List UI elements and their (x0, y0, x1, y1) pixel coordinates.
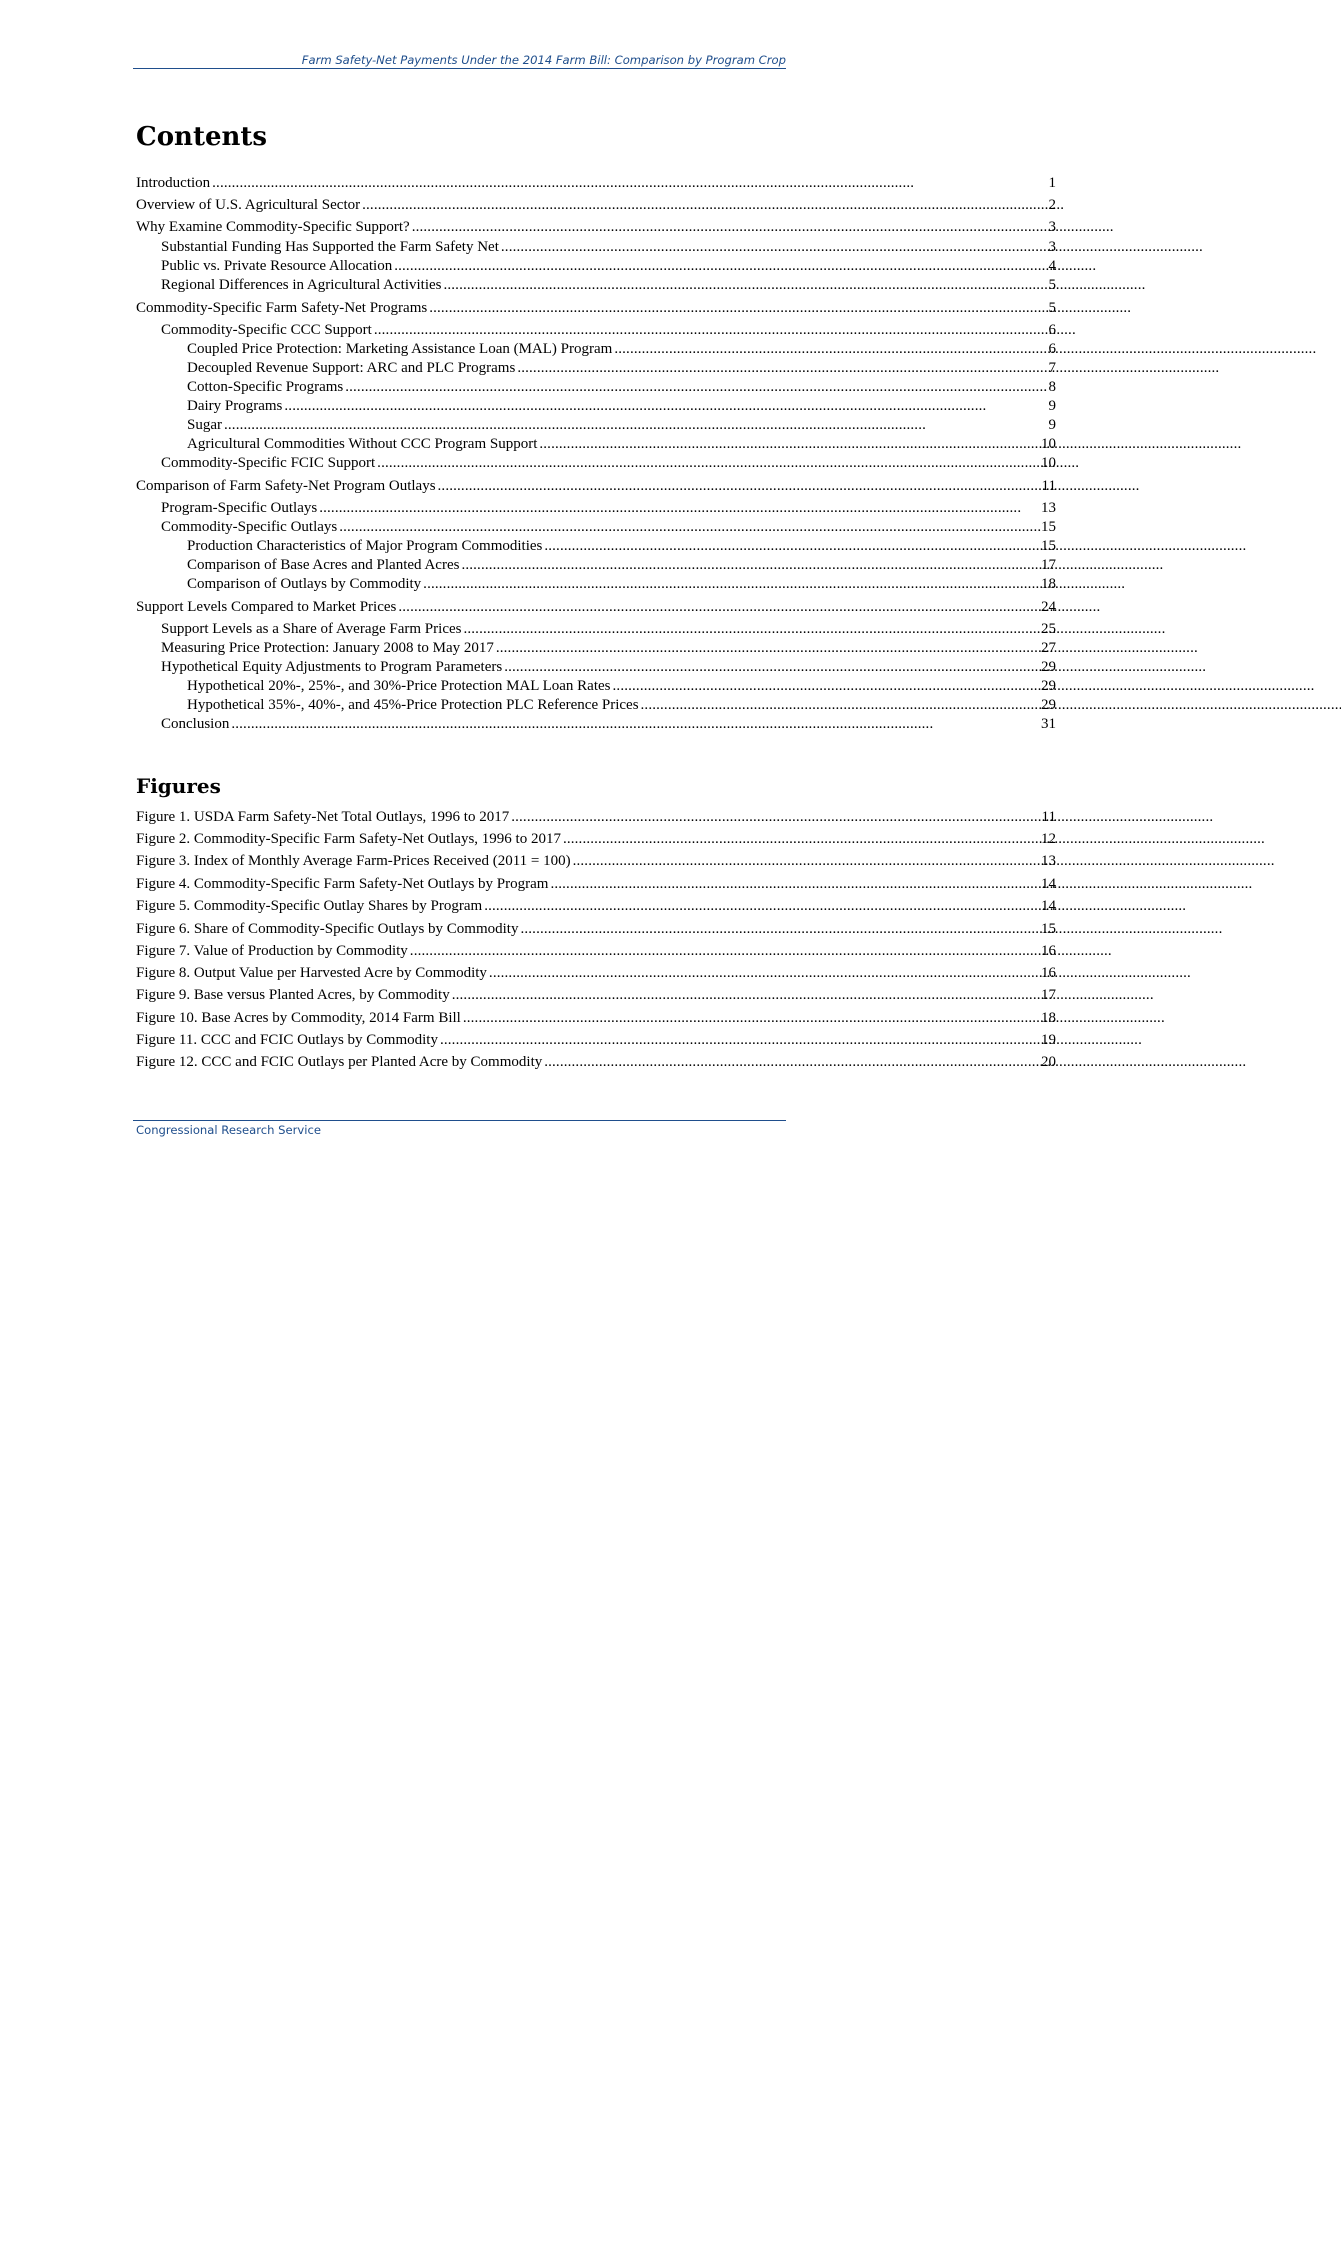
contents-entry-label: Cotton-Specific Programs (187, 379, 344, 395)
contents-entry-page: 29 (1041, 678, 1056, 694)
contents-entry-label: Measuring Price Protection: January 2008 to May 2017 (161, 640, 494, 656)
figures-entry-page: 14 (1041, 876, 1056, 892)
contents-entry-page: 18 (1041, 576, 1056, 592)
contents-entry-page: 8 (1048, 379, 1056, 395)
contents-entry-label: Support Levels as a Share of Average Farm Prices (161, 621, 462, 637)
contents-entry-label: Sugar (187, 417, 222, 433)
contents-heading: Contents (136, 122, 268, 152)
contents-entry-label: Regional Differences in Agricultural Activities (161, 277, 442, 293)
contents-entry-label: Hypothetical 35%-, 40%-, and 45%-Price Protection PLC Reference Prices (187, 697, 639, 713)
contents-entry-page: 25 (1041, 621, 1056, 637)
figures-entry-page: 14 (1041, 898, 1056, 914)
figures-entry-page: 13 (1041, 853, 1056, 869)
contents-entry-page: 17 (1041, 557, 1056, 573)
contents-entry-label: Comparison of Base Acres and Planted Acres (187, 557, 460, 573)
figures-entry-label: Figure 10. Base Acres by Commodity, 2014 Farm Bill (136, 1010, 461, 1026)
contents-entry-page: 27 (1041, 640, 1056, 656)
contents-entry[interactable] (136, 715, 1056, 734)
contents-entry-label: Program-Specific Outlays (161, 500, 318, 516)
figures-entry-label: Figure 12. CCC and FCIC Outlays per Planted Acre by Commodity (136, 1054, 543, 1070)
contents-entry-label: Why Examine Commodity-Specific Support? (136, 219, 410, 235)
contents-entry-label: Introduction (136, 175, 211, 191)
contents-entry-page: 15 (1041, 519, 1056, 535)
figures-entry-label: Figure 2. Commodity-Specific Farm Safety-Net Outlays, 1996 to 2017 (136, 831, 561, 847)
contents-entry[interactable] (136, 257, 1056, 276)
contents-entry[interactable] (136, 598, 1056, 617)
contents-entry[interactable] (136, 416, 1056, 435)
contents-entry-page: 6 (1048, 341, 1056, 357)
figures-entry[interactable] (136, 1031, 1056, 1050)
figures-entry[interactable] (136, 942, 1056, 961)
contents-entry[interactable] (136, 477, 1056, 496)
contents-entry-label: Conclusion (161, 716, 230, 732)
figures-entry[interactable] (136, 1053, 1056, 1072)
figures-entry-page: 16 (1041, 965, 1056, 981)
contents-entry[interactable] (136, 321, 1056, 340)
footer-rule (133, 1120, 786, 1121)
contents-entry-page: 10 (1041, 436, 1056, 452)
figures-entry[interactable] (136, 875, 1056, 894)
contents-entry-label: Agricultural Commodities Without CCC Program Support (187, 436, 538, 452)
figures-entry-label: Figure 7. Value of Production by Commodity (136, 943, 408, 959)
contents-entry[interactable] (136, 639, 1056, 658)
contents-entry-page: 6 (1048, 322, 1056, 338)
contents-list (136, 174, 1056, 744)
contents-entry[interactable] (136, 397, 1056, 416)
contents-entry-label: Commodity-Specific Farm Safety-Net Programs (136, 300, 428, 316)
contents-entry-page: 10 (1041, 455, 1056, 471)
contents-entry[interactable] (136, 677, 1056, 696)
contents-entry-page: 11 (1041, 478, 1056, 494)
contents-entry-label: Coupled Price Protection: Marketing Assistance Loan (MAL) Program (187, 341, 613, 357)
contents-entry-label: Hypothetical Equity Adjustments to Program Parameters (161, 659, 503, 675)
figures-entry-label: Figure 1. USDA Farm Safety-Net Total Outlays, 1996 to 2017 (136, 809, 510, 825)
contents-entry-page: 5 (1048, 277, 1056, 293)
contents-entry[interactable] (136, 435, 1056, 454)
contents-entry-page: 31 (1041, 716, 1056, 732)
contents-entry-label: Hypothetical 20%-, 25%-, and 30%-Price Protection MAL Loan Rates (187, 678, 611, 694)
figures-entry[interactable] (136, 897, 1056, 916)
contents-entry-page: 9 (1048, 398, 1056, 414)
contents-entry-label: Commodity-Specific CCC Support (161, 322, 372, 338)
contents-entry[interactable] (136, 174, 1056, 193)
contents-entry[interactable] (136, 340, 1056, 359)
figures-entry-label: Figure 11. CCC and FCIC Outlays by Commodity (136, 1032, 438, 1048)
contents-entry-label: Support Levels Compared to Market Prices (136, 599, 397, 615)
contents-entry-page: 5 (1048, 300, 1056, 316)
figures-entry-page: 12 (1041, 831, 1056, 847)
figures-entry-page: 15 (1041, 921, 1056, 937)
contents-entry-label: Decoupled Revenue Support: ARC and PLC Programs (187, 360, 516, 376)
document-page (0, 0, 1056, 1191)
figures-entry-page: 20 (1041, 1054, 1056, 1070)
contents-entry[interactable] (136, 499, 1056, 518)
contents-entry-label: Comparison of Outlays by Commodity (187, 576, 422, 592)
contents-entry[interactable] (136, 658, 1056, 677)
figures-entry-page: 19 (1041, 1032, 1056, 1048)
figures-entry[interactable] (136, 986, 1056, 1005)
header-rule (133, 68, 786, 69)
footer-publisher: Congressional Research Service (136, 1123, 322, 1137)
contents-entry-page: 3 (1048, 219, 1056, 235)
contents-entry[interactable] (136, 218, 1056, 237)
contents-entry-page: 29 (1041, 659, 1056, 675)
figures-list (136, 808, 1056, 1078)
contents-entry[interactable] (136, 196, 1056, 215)
figures-entry-label: Figure 3. Index of Monthly Average Farm-Prices Received (2011 = 100) (136, 853, 571, 869)
figures-entry-label: Figure 6. Share of Commodity-Specific Outlays by Commodity (136, 921, 519, 937)
figures-entry[interactable] (136, 1009, 1056, 1028)
contents-entry[interactable] (136, 537, 1056, 556)
figures-entry[interactable] (136, 808, 1056, 827)
figures-entry-label: Figure 4. Commodity-Specific Farm Safety-Net Outlays by Program (136, 876, 549, 892)
contents-entry[interactable] (136, 238, 1056, 257)
contents-entry[interactable] (136, 359, 1056, 378)
figures-entry-label: Figure 9. Base versus Planted Acres, by Commodity (136, 987, 450, 1003)
contents-entry-page: 15 (1041, 538, 1056, 554)
figures-entry-label: Figure 8. Output Value per Harvested Acre by Commodity (136, 965, 487, 981)
contents-entry[interactable] (136, 518, 1056, 537)
contents-entry-label: Overview of U.S. Agricultural Sector (136, 197, 361, 213)
contents-entry-label: Dairy Programs (187, 398, 283, 414)
contents-entry-label: Commodity-Specific FCIC Support (161, 455, 376, 471)
figures-entry[interactable] (136, 964, 1056, 983)
contents-entry-label: Production Characteristics of Major Program Commodities (187, 538, 543, 554)
contents-entry-page: 9 (1048, 417, 1056, 433)
contents-entry-label: Commodity-Specific Outlays (161, 519, 338, 535)
contents-entry-label: Public vs. Private Resource Allocation (161, 258, 393, 274)
contents-entry-page: 24 (1041, 599, 1056, 615)
contents-entry-page: 29 (1041, 697, 1056, 713)
figures-heading: Figures (136, 774, 221, 798)
contents-entry[interactable] (136, 556, 1056, 575)
contents-entry[interactable] (136, 696, 1056, 715)
figures-entry-page: 11 (1041, 809, 1056, 825)
contents-entry[interactable] (136, 378, 1056, 397)
figures-entry[interactable] (136, 920, 1056, 939)
contents-entry-page: 4 (1048, 258, 1056, 274)
contents-entry-label: Substantial Funding Has Supported the Farm Safety Net (161, 239, 499, 255)
figures-entry[interactable] (136, 830, 1056, 849)
contents-entry-page: 13 (1041, 500, 1056, 516)
contents-entry-page: 1 (1048, 175, 1056, 191)
contents-entry[interactable] (136, 276, 1056, 295)
figures-entry-label: Figure 5. Commodity-Specific Outlay Shares by Program (136, 898, 483, 914)
contents-entry-page: 2 (1048, 197, 1056, 213)
contents-entry[interactable] (136, 299, 1056, 318)
contents-entry-label: Comparison of Farm Safety-Net Program Outlays (136, 478, 436, 494)
figures-entry[interactable] (136, 852, 1056, 871)
figures-entry-page: 17 (1041, 987, 1056, 1003)
contents-entry-page: 3 (1048, 239, 1056, 255)
running-header: Farm Safety-Net Payments Under the 2014 Farm Bill: Comparison by Program Crop (301, 53, 786, 67)
contents-entry-page: 7 (1048, 360, 1056, 376)
contents-entry[interactable] (136, 454, 1056, 473)
figures-entry-page: 16 (1041, 943, 1056, 959)
contents-entry[interactable] (136, 575, 1056, 594)
contents-entry[interactable] (136, 620, 1056, 639)
figures-entry-page: 18 (1041, 1010, 1056, 1026)
